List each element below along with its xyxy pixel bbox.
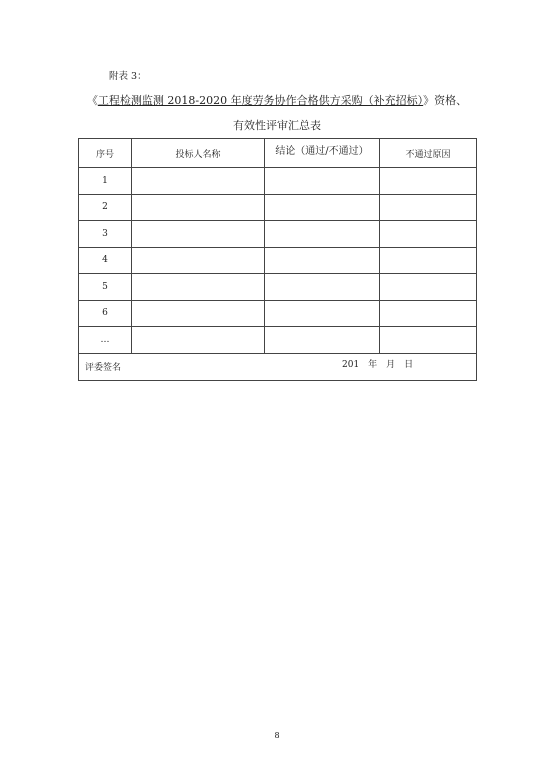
evaluation-summary-table [78,138,477,381]
bidder-name-cell [132,194,265,221]
conclusion-cell [265,168,380,195]
table-row [79,300,477,327]
document-title-line-2: 有效性评审汇总表 [233,119,321,132]
bidder-name-cell [132,300,265,327]
table-row [79,194,477,221]
failure-reason-cell [380,168,477,195]
row-serial: … [79,327,132,354]
failure-reason-cell [380,327,477,354]
conclusion-cell [265,194,380,221]
bidder-name-cell [132,327,265,354]
table-row [79,168,477,195]
signature-cell [79,353,477,380]
table-row [79,327,477,354]
document-title-line-1 [0,92,554,108]
failure-reason-cell [380,247,477,274]
appendix-label: 附表 3： [109,71,147,82]
table-header-row [79,139,477,168]
signature-row [79,353,477,380]
conclusion-cell [265,221,380,248]
signature-date: 201 年 月 日 [342,360,414,370]
row-serial: 1 [79,168,132,195]
failure-reason-cell [380,221,477,248]
failure-reason-cell [380,194,477,221]
failure-reason-cell [380,300,477,327]
row-serial: 2 [79,194,132,221]
bidder-name-cell [132,274,265,301]
conclusion-cell [265,300,380,327]
header-conclusion: 结论（通过/不通过） [265,139,380,168]
conclusion-cell [265,274,380,301]
row-serial: 3 [79,221,132,248]
header-serial-number: 序号 [79,139,132,168]
row-serial: 4 [79,247,132,274]
table-row [79,274,477,301]
title-project-name: 工程检测监测 2018-2020 年度劳务协作合格供方采购（补充招标） [97,94,424,107]
header-bidder-name: 投标人名称 [132,139,265,168]
title-open-bracket: 《 [86,94,98,107]
row-serial: 6 [79,300,132,327]
conclusion-cell [265,247,380,274]
conclusion-cell [265,327,380,354]
table-row [79,221,477,248]
table-row [79,247,477,274]
bidder-name-cell [132,247,265,274]
title-close-bracket: 》资格、 [423,94,468,107]
bidder-name-cell [132,221,265,248]
bidder-name-cell [132,168,265,195]
failure-reason-cell [380,274,477,301]
row-serial: 5 [79,274,132,301]
page-number: 8 [274,731,280,740]
signature-label: 评委签名 [85,363,122,373]
header-failure-reason: 不通过原因 [380,139,477,168]
